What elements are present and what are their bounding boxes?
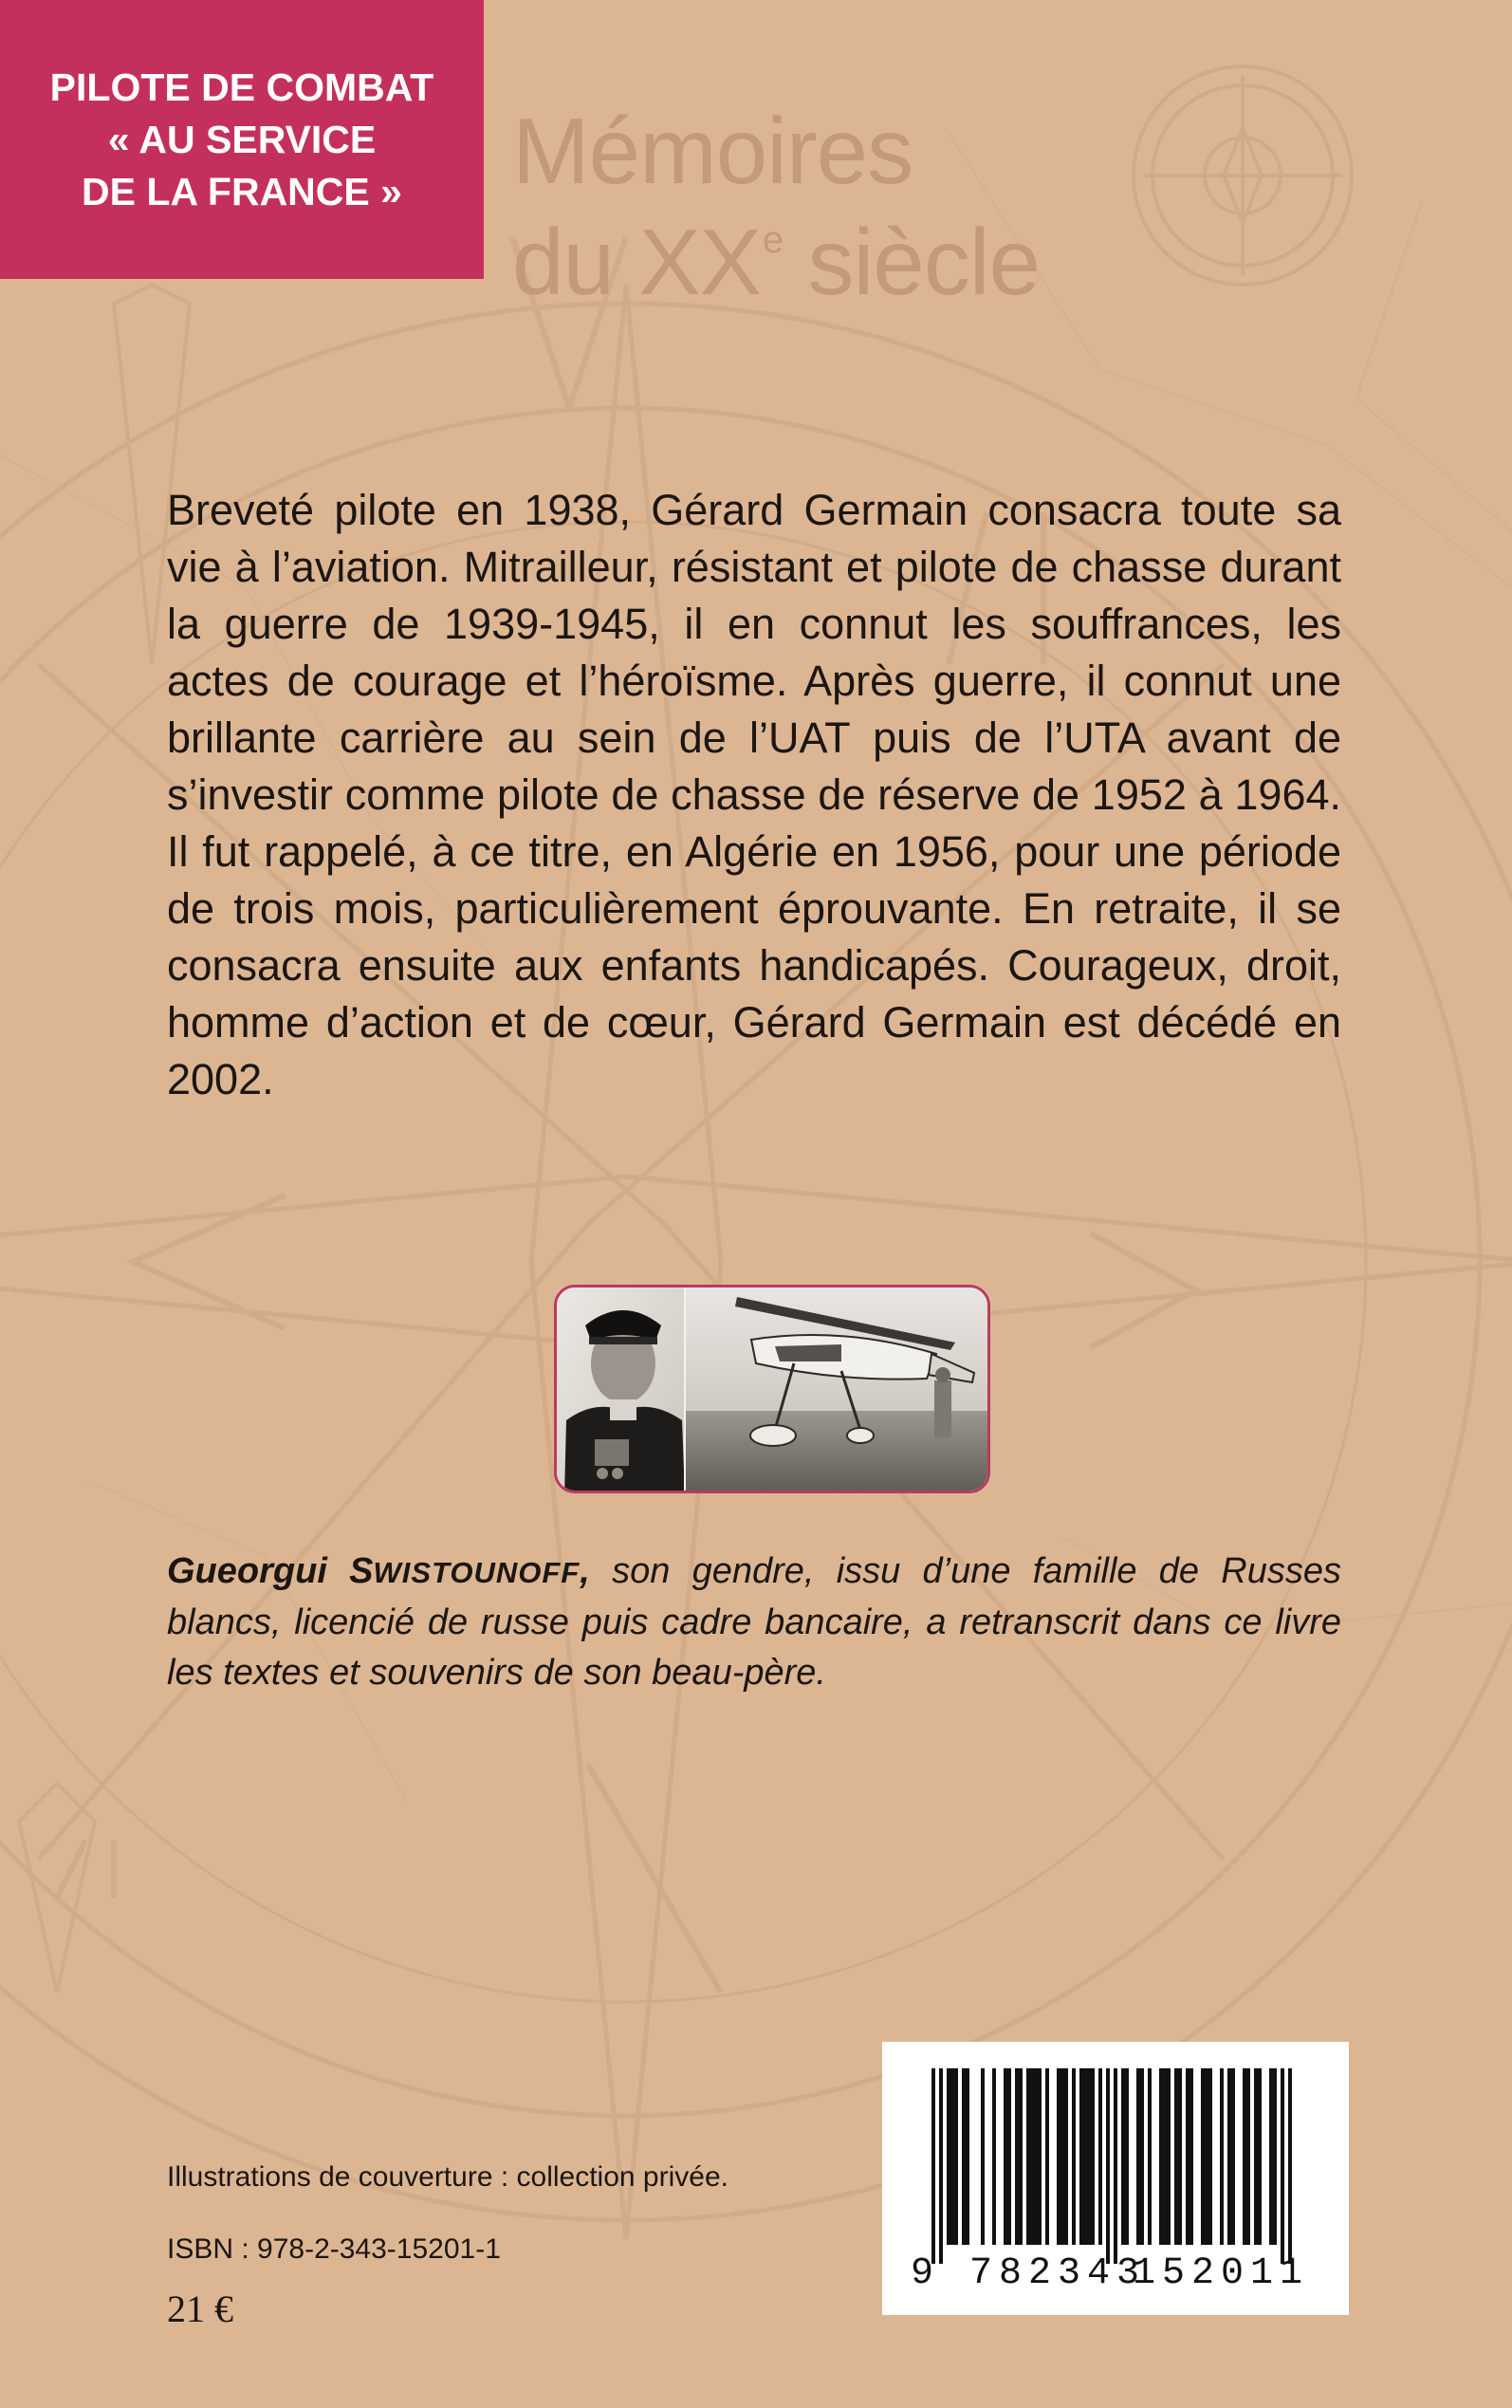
portrait-photo	[557, 1287, 685, 1493]
barcode-bar	[1098, 2068, 1102, 2245]
barcode-bar	[931, 2068, 935, 2264]
barcode-bar	[1007, 2068, 1011, 2245]
barcode-bar	[1258, 2068, 1262, 2245]
barcode-bar	[1087, 2068, 1091, 2245]
barcode-bar	[1057, 2068, 1060, 2245]
barcode-bar	[1026, 2068, 1030, 2245]
barcode-bar	[1163, 2068, 1167, 2245]
barcode-bar	[1140, 2068, 1144, 2245]
barcode-bar	[1186, 2068, 1189, 2245]
barcode-bar	[1030, 2068, 1034, 2245]
barcode-graphic	[882, 2042, 1349, 2315]
barcode-bar	[1015, 2068, 1019, 2245]
aircraft-photo	[685, 1287, 990, 1493]
price: 21 €	[167, 2288, 233, 2330]
barcode-bar	[1246, 2068, 1250, 2245]
barcode-bar	[1034, 2068, 1038, 2245]
series-title-line-1: Mémoires	[512, 99, 913, 203]
barcode-bar	[1083, 2068, 1087, 2245]
barcode-bar	[1281, 2068, 1284, 2264]
barcode-bar	[954, 2068, 958, 2245]
barcode-bar	[1121, 2068, 1125, 2245]
barcode-bar	[947, 2068, 950, 2245]
barcode-bar	[1159, 2068, 1163, 2245]
barcode-right-group: 152011	[1133, 2252, 1310, 2295]
barcode-first-digit: 9	[911, 2252, 934, 2295]
barcode-bar	[962, 2068, 966, 2245]
barcode-bar	[966, 2068, 969, 2245]
barcode-bar	[1064, 2068, 1068, 2245]
author-bio	[167, 1547, 1341, 1698]
barcode-bars	[931, 2068, 1292, 2264]
barcode	[882, 2042, 1349, 2315]
barcode-bar	[1174, 2068, 1178, 2245]
illustration-credits: Illustrations de couverture : collection privée.	[167, 2161, 728, 2193]
barcode-bar	[1060, 2068, 1064, 2245]
author-name: Gueorgui SWISTOUNOFF,	[167, 1551, 590, 1591]
barcode-bar	[1288, 2068, 1292, 2264]
barcode-bar	[1114, 2068, 1117, 2264]
barcode-bar	[1273, 2068, 1277, 2245]
barcode-bar	[1136, 2068, 1140, 2245]
badge-line-3: DE LA FRANCE »	[82, 169, 402, 213]
back-cover-summary: Breveté pilote en 1938, Gérard Germain consacra toute sa vie à l’aviation. Mitrailleur, résistant et pilote de chasse durant la guerre de 1939-1945, il en connut les souffrances, les actes de courage et l’héroïsme. Après guerre, il connut une brillante carrière au sein de l’UAT puis de l’UTA avant de s’investir comme pilote de chasse de réserve de 1952 à 1964. Il fut rappelé, à ce titre, en Algérie en 1956, pour une période de trois mois, particulièrement éprouvante. En retraite, il se consacra ensuite aux enfants handicapés. Courageux, droit, homme d’action et de cœur, Gérard Germain est décédé en 2002.	[167, 486, 1341, 1103]
badge-line-1: PILOTE DE COMBAT	[49, 65, 434, 109]
isbn-text: ISBN : 978-2-343-15201-1	[167, 2233, 501, 2265]
series-title-line-2: du XXe siècle	[512, 210, 1040, 314]
barcode-bar	[1148, 2068, 1152, 2245]
barcode-bar	[1019, 2068, 1023, 2245]
author-bio-text: son gendre, issu d’une famille de Russes blancs, licencié de russe puis cadre bancaire, a retranscrit dans ce livre les textes et souvenirs de son beau-père.	[167, 1551, 1341, 1693]
badge-line-2: « AU SERVICE	[107, 117, 377, 161]
barcode-bar	[1227, 2068, 1231, 2245]
barcode-bar	[1220, 2068, 1224, 2245]
barcode-bar	[1004, 2068, 1007, 2245]
author-photos	[554, 1285, 990, 1493]
barcode-bar	[1072, 2068, 1076, 2245]
barcode-bar	[1106, 2068, 1110, 2264]
barcode-bar	[1125, 2068, 1129, 2245]
barcode-bar	[1201, 2068, 1205, 2245]
barcode-bar	[1167, 2068, 1171, 2245]
barcode-bar	[1189, 2068, 1193, 2245]
photo-montage	[557, 1287, 990, 1493]
collection-badge	[0, 0, 484, 279]
barcode-bar	[950, 2068, 954, 2245]
barcode-bar	[1269, 2068, 1273, 2245]
barcode-bar	[1079, 2068, 1083, 2245]
barcode-bar	[992, 2068, 996, 2245]
barcode-bar	[1038, 2068, 1042, 2245]
barcode-left-group: 782343	[969, 2252, 1147, 2295]
barcode-bar	[1254, 2068, 1258, 2245]
barcode-bar	[939, 2068, 943, 2264]
barcode-bar	[1208, 2068, 1212, 2245]
series-title	[512, 99, 1040, 314]
barcode-bar	[1045, 2068, 1049, 2245]
barcode-bar	[1178, 2068, 1182, 2245]
barcode-bar	[1205, 2068, 1208, 2245]
barcode-bar	[1243, 2068, 1246, 2245]
barcode-bar	[981, 2068, 985, 2245]
barcode-bar	[1091, 2068, 1095, 2245]
barcode-bar	[1231, 2068, 1235, 2245]
